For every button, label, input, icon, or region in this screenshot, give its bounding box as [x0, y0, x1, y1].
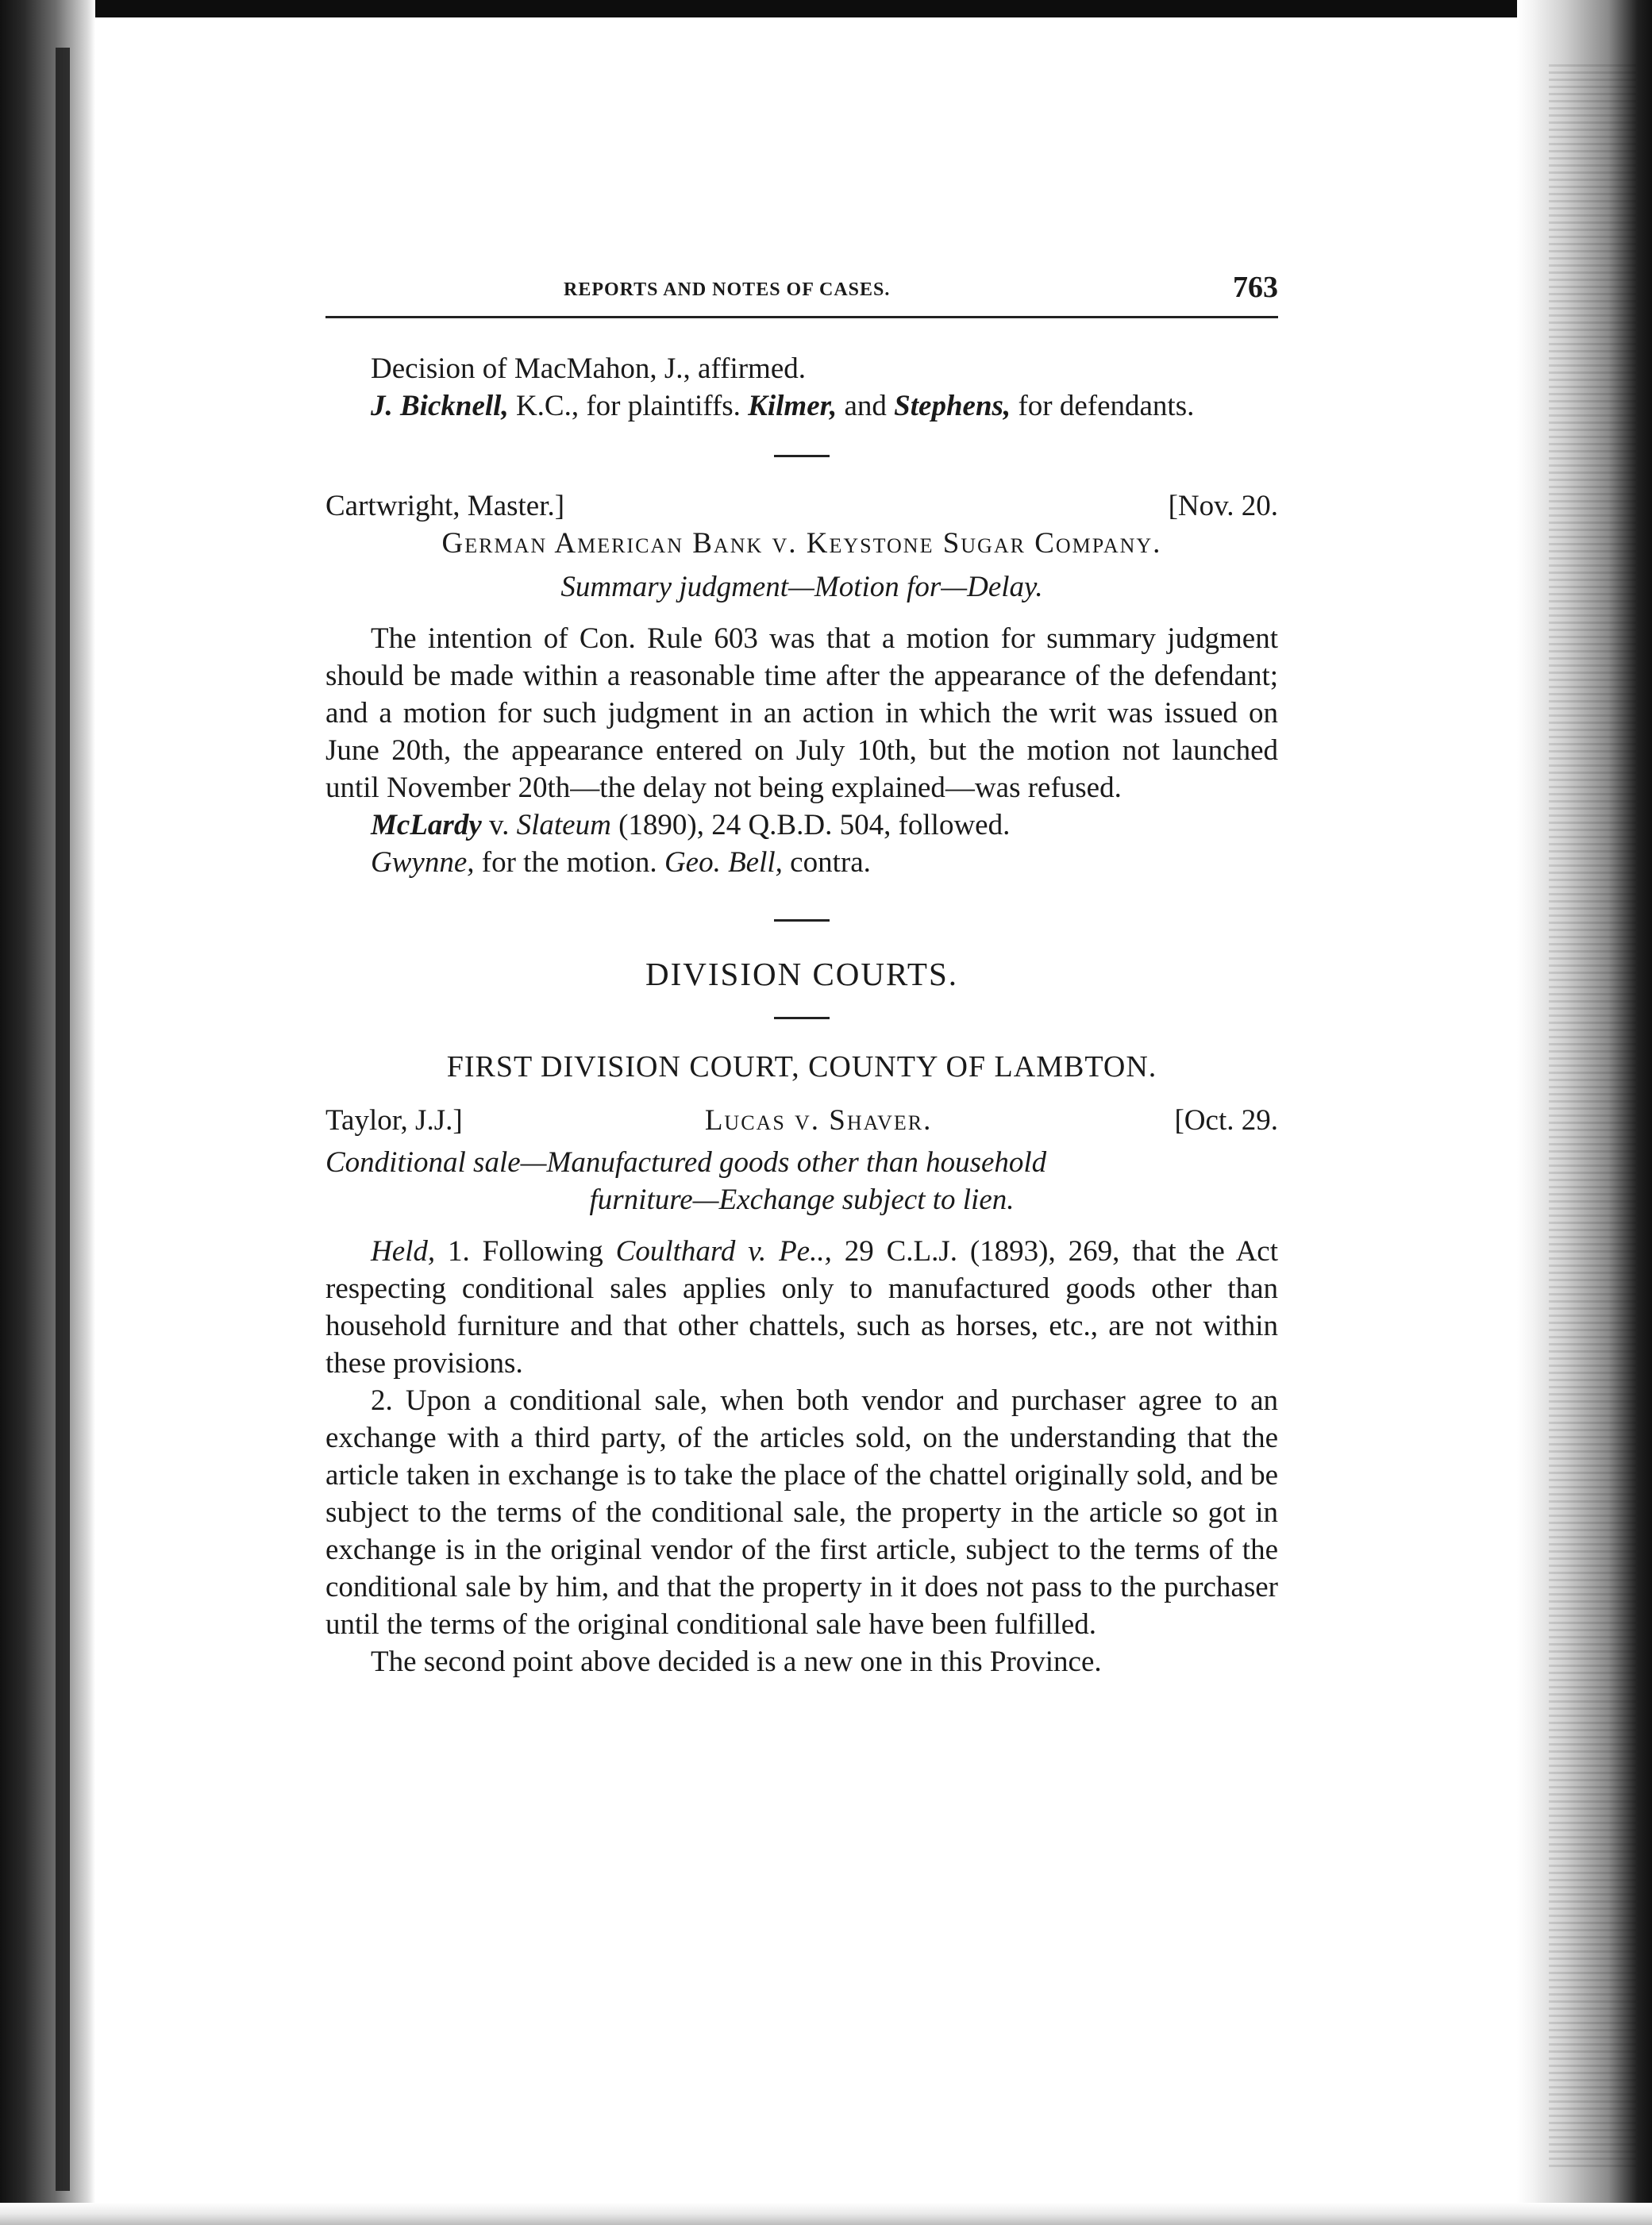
counsel-text: for the motion.: [474, 846, 664, 879]
counsel-name: Gwynne,: [371, 846, 475, 879]
case-title: German American Bank v. Keystone Sugar Company.: [441, 527, 1162, 560]
case-title: Lucas v. Shaver.: [704, 1104, 933, 1137]
counsel-text: K.C., for plaintiffs.: [508, 390, 749, 422]
cited-party: Slateum: [516, 809, 611, 841]
held-label: Held,: [371, 1235, 436, 1268]
running-head-title: REPORTS AND NOTES OF CASES.: [564, 279, 891, 300]
counsel-text: and: [837, 390, 895, 422]
catchwords-line-1: Conditional sale—Manufactured goods other than household: [325, 1146, 1047, 1179]
judge-name: Taylor, J.J.]: [325, 1104, 463, 1137]
counsel-name: J. Bicknell,: [371, 390, 509, 422]
catchwords-line-2: furniture—Exchange subject to lien.: [589, 1184, 1015, 1216]
counsel-line-case1: [325, 387, 1278, 425]
judge-name: Cartwright, Master.]: [325, 490, 565, 522]
division-heading: DIVISION COURTS.: [645, 956, 958, 992]
citation-line: [325, 806, 1278, 844]
scan-left-shadow: [56, 48, 70, 2191]
page-number: 763: [1233, 271, 1278, 304]
case-date: [Nov. 20.: [1168, 490, 1278, 522]
headnote: The intention of Con. Rule 603 was that a motion for summary judgment should be made within a reasonable time after the appearance of the defendant; and a motion for such judgment in an action in which the writ was issued on June 20th, the appearance entered on July 10th, but the motion not launched until November 20th—the delay not being explained—was refused.: [325, 622, 1278, 804]
counsel-text: contra.: [782, 846, 871, 879]
held-text: 29 C.L.J. (1893), 269, that the Act respecting conditional sales applies only to manufactured goods other than household furniture and that other chattels, such as horses, etc., are not within these provisions.: [325, 1235, 1278, 1380]
court-heading: FIRST DIVISION COURT, COUNTY OF LAMBTON.: [446, 1050, 1157, 1084]
counsel-name: Kilmer,: [748, 390, 838, 422]
case-header-line: [325, 1102, 1278, 1139]
running-head: [325, 262, 1278, 310]
counsel-name: Stephens,: [894, 390, 1011, 422]
counsel-text: for defendants.: [1011, 390, 1195, 422]
scan-top-edge: [0, 0, 1652, 17]
counsel-line-case2: [325, 844, 1278, 881]
book-page: [325, 262, 1278, 1680]
scan-right-noise: [1549, 64, 1636, 2167]
held-paragraph-1: [325, 1233, 1278, 1382]
counsel-name: Geo. Bell,: [664, 846, 783, 879]
catchwords: Summary judgment—Motion for—Delay.: [560, 571, 1043, 603]
cited-v: v.: [481, 809, 517, 841]
held-text: 1. Following: [435, 1235, 616, 1268]
held-paragraph-2: 2. Upon a conditional sale, when both vendor and purchaser agree to an exchange with a third party, of the articles sold, on the understanding that the article taken in exchange is to take the place of the chattel originally sold, and be subject to the terms of the conditional sale, the property in the article so got in exchange is in the original vendor of the first article, subject to the terms of the conditional sale by him, and that the property in it does not pass to the purchaser until the terms of the original conditional sale have been fulfilled.: [325, 1384, 1278, 1641]
closing-note: The second point above decided is a new one in this Province.: [371, 1646, 1102, 1678]
scan-left-binding-edge: [0, 0, 95, 2225]
cited-reference: (1890), 24 Q.B.D. 504, followed.: [610, 809, 1011, 841]
case-date: [Oct. 29.: [1174, 1104, 1278, 1137]
decision-line: Decision of MacMahon, J., affirmed.: [371, 352, 807, 385]
cited-party: McLardy: [371, 809, 482, 841]
cited-case: Coulthard v. Pe..,: [615, 1235, 832, 1268]
scan-bottom-edge: [0, 2203, 1652, 2225]
case-header-line: [325, 487, 1278, 525]
